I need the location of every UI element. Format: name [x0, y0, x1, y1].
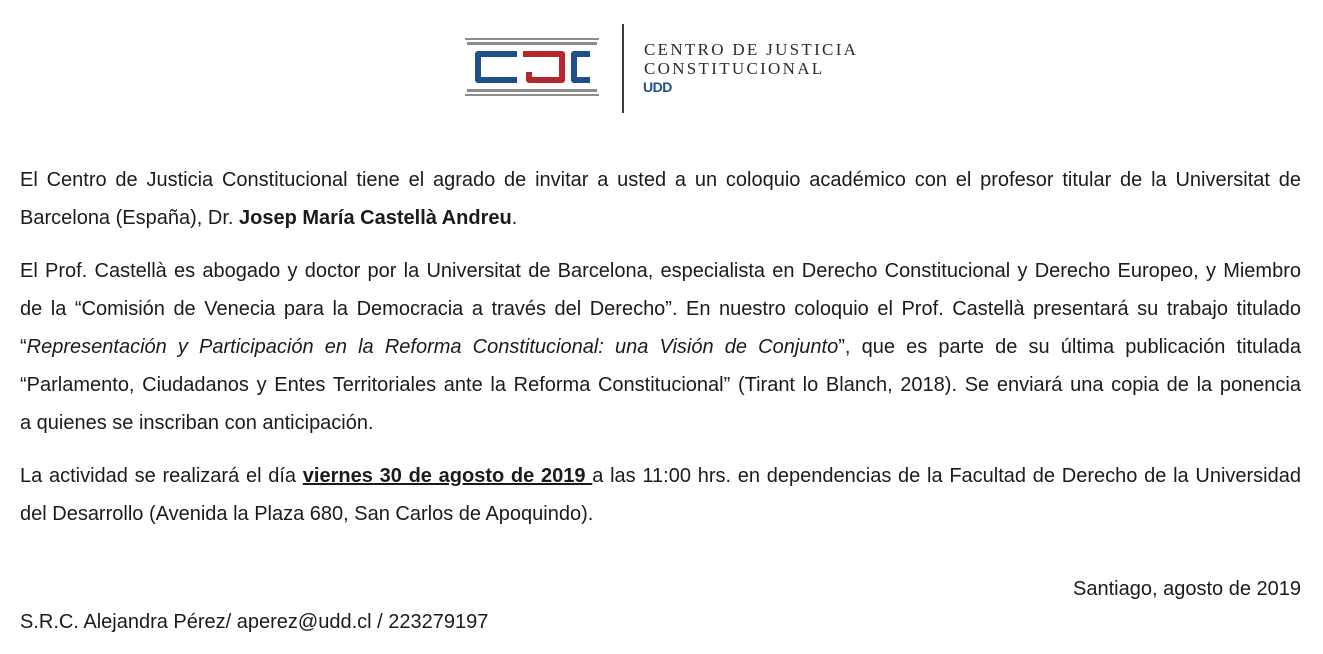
cjc-logo-mark — [465, 37, 599, 97]
text-run: a las 11:00 hrs. en dependencias de la Facultad de Derecho de la Universidad — [592, 465, 1301, 487]
work-title: Representación y Participación en la Reforma Constitucional: una Visión de Conjunto — [26, 336, 839, 358]
paragraph-event-details — [20, 457, 1301, 533]
text-run: “ — [20, 336, 27, 358]
text-line: El Prof. Castellà es abogado y doctor por la Universitat de Barcelona, especialista en Derecho Constitucional y Derecho Europeo, y Miembro — [20, 260, 1301, 282]
text-line — [20, 457, 1301, 495]
logo-letter-c-left — [478, 54, 517, 80]
text-line: de la “Comisión de Venecia para la Democracia a través del Derecho”. En nuestro coloquio el Prof. Castellà presentará su trabajo titulado — [20, 298, 1301, 320]
text-run: Barcelona (España), Dr. — [20, 207, 239, 229]
logo-letter-j — [523, 54, 562, 80]
logo-letter-c-right — [574, 54, 590, 80]
udd-logo: UDD — [643, 79, 672, 95]
text-line: El Centro de Justicia Constitucional tiene el agrado de invitar a usted a un coloquio académico con el profesor titular de la Universitat de — [20, 169, 1301, 191]
event-date: viernes 30 de agosto de 2019 — [302, 465, 593, 487]
place-and-date: Santiago, agosto de 2019 — [1073, 578, 1301, 600]
text-line: del Desarrollo (Avenida la Plaza 680, San Carlos de Apoquindo). — [20, 503, 594, 525]
speaker-name: Josep María Castellà Andreu — [239, 207, 512, 229]
logo-name-line2: CONSTITUCIONAL — [644, 59, 825, 78]
text-run: ”, que es parte de su última publicación titulada — [838, 336, 1302, 358]
rsvp-contact: S.R.C. Alejandra Pérez/ aperez@udd.cl / 223279197 — [20, 611, 489, 633]
logo-bottom-rule-inner — [467, 89, 597, 92]
logo-name-line1: CENTRO DE JUSTICIA — [644, 40, 859, 59]
logo-top-rule-inner — [467, 42, 597, 45]
text-line: “Parlamento, Ciudadanos y Entes Territoriales ante la Reforma Constitucional” (Tirant lo Blanch, 2018). Se enviará una copia de la ponencia — [20, 374, 1301, 396]
text-line: a quienes se inscriban con anticipación. — [20, 412, 374, 434]
text-line — [20, 328, 1301, 366]
logo-divider — [622, 24, 624, 113]
paragraph-intro — [20, 161, 1301, 237]
paragraph-speaker-bio — [20, 252, 1301, 442]
text-line — [20, 199, 1301, 237]
text-run: . — [511, 207, 518, 229]
logo-top-rule — [465, 38, 599, 40]
logo-bottom-rule — [465, 94, 599, 96]
text-run: La actividad se realizará el día — [20, 465, 303, 487]
